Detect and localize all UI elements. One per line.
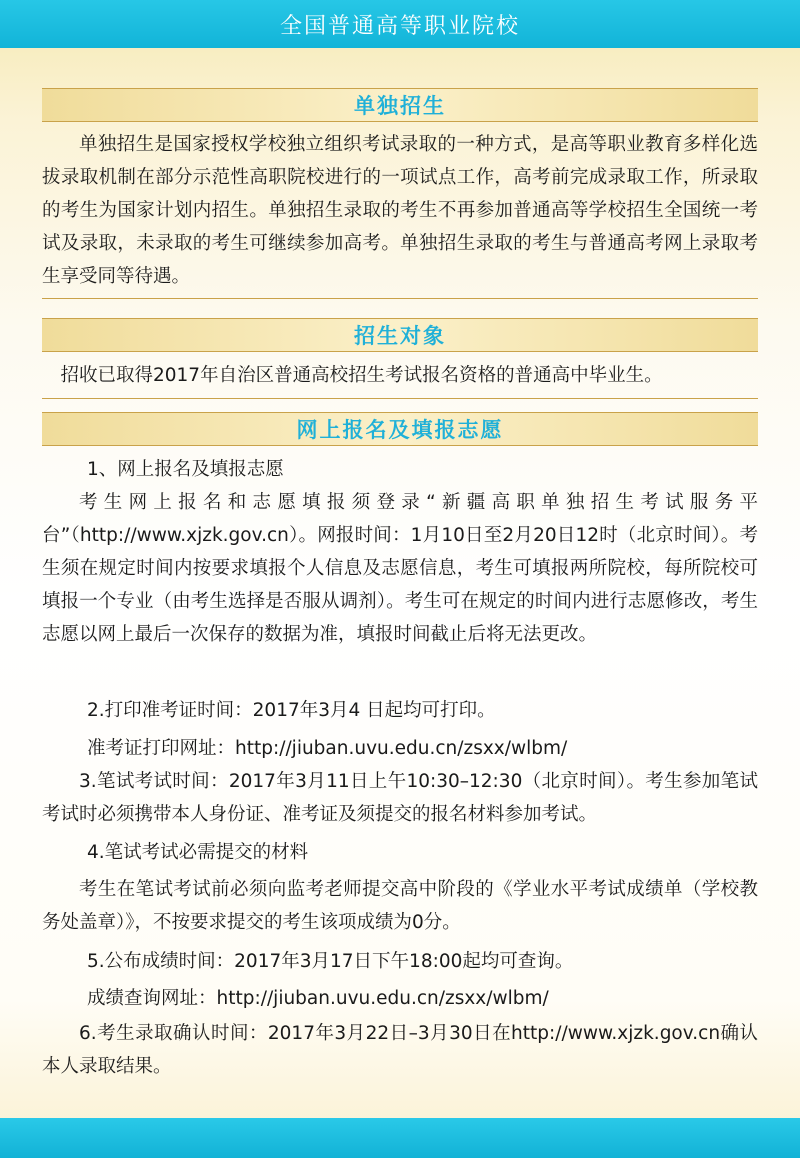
footer-band — [0, 1118, 800, 1158]
item3-paragraph: 3.笔试考试时间：2017年3月11日上午10:30–12:30（北京时间）。考生参加笔试考试时必须携带本人身份证、准考证及须提交的报名材料参加考试。 — [42, 771, 758, 825]
section-title: 招生对象 — [354, 324, 446, 348]
item2-print-url: 准考证打印网址：http://jiuban.uvu.edu.cn/zsxx/wlbm/ — [87, 738, 568, 759]
item6-paragraph: 6.考生录取确认时间：2017年3月22日–3月30日在http://www.xjzk.gov.cn确认本人录取结果。 — [42, 1023, 758, 1077]
section-header-wangshang — [42, 412, 758, 446]
item4-heading: 4.笔试考试必需提交的材料 — [87, 842, 309, 863]
section-header-danduzhaosheng — [42, 88, 758, 122]
item1-paragraph: 考生网上报名和志愿填报须登录“新疆高职单独招生考试服务平台”（http://www.xjzk.gov.cn）。网报时间：1月10日至2月20日12时（北京时间）。考生须在规定时间内按要求填报个人信息及志愿信息，考生可填报两所院校，每所院校可填报一个专业（由考生选择是否服从调剂）。考生可在规定的时间内进行志愿修改，考生志愿以网上最后一次保存的数据为准，填报时间截止后将无法更改。 — [42, 492, 758, 645]
section-divider — [42, 398, 758, 399]
section-header-zhaosheng-duixiang — [42, 318, 758, 352]
intro-paragraph: 单独招生是国家授权学校独立组织考试录取的一种方式，是高等职业教育多样化选拔录取机制在部分示范性高职院校进行的一项试点工作，高考前完成录取工作，所录取的考生为国家计划内招生。单独招生录取的考生不再参加普通高等学校招生全国统一考试及录取，未录取的考生可继续参加高考。单独招生录取的考生与普通高考网上录取考生享受同等待遇。 — [42, 134, 758, 287]
section-title: 单独招生 — [354, 94, 446, 118]
header-title: 全国普通高等职业院校 — [279, 13, 520, 39]
item5-result-time: 5.公布成绩时间：2017年3月17日下午18:00起均可查询。 — [87, 951, 574, 972]
target-paragraph: 招收已取得2017年自治区普通高校招生考试报名资格的普通高中毕业生。 — [60, 365, 663, 386]
section-title: 网上报名及填报志愿 — [296, 418, 504, 442]
item5-result-url: 成绩查询网址：http://jiuban.uvu.edu.cn/zsxx/wlbm/ — [87, 988, 549, 1009]
item2-print-time: 2.打印准考证时间：2017年3月4 日起均可打印。 — [87, 700, 496, 721]
item4-paragraph: 考生在笔试考试前必须向监考老师提交高中阶段的《学业水平考试成绩单（学校教务处盖章）》，不按要求提交的考生该项成绩为0分。 — [42, 879, 758, 933]
section-divider — [42, 298, 758, 299]
header-band — [0, 0, 800, 48]
item1-heading: 1、网上报名及填报志愿 — [87, 459, 284, 480]
